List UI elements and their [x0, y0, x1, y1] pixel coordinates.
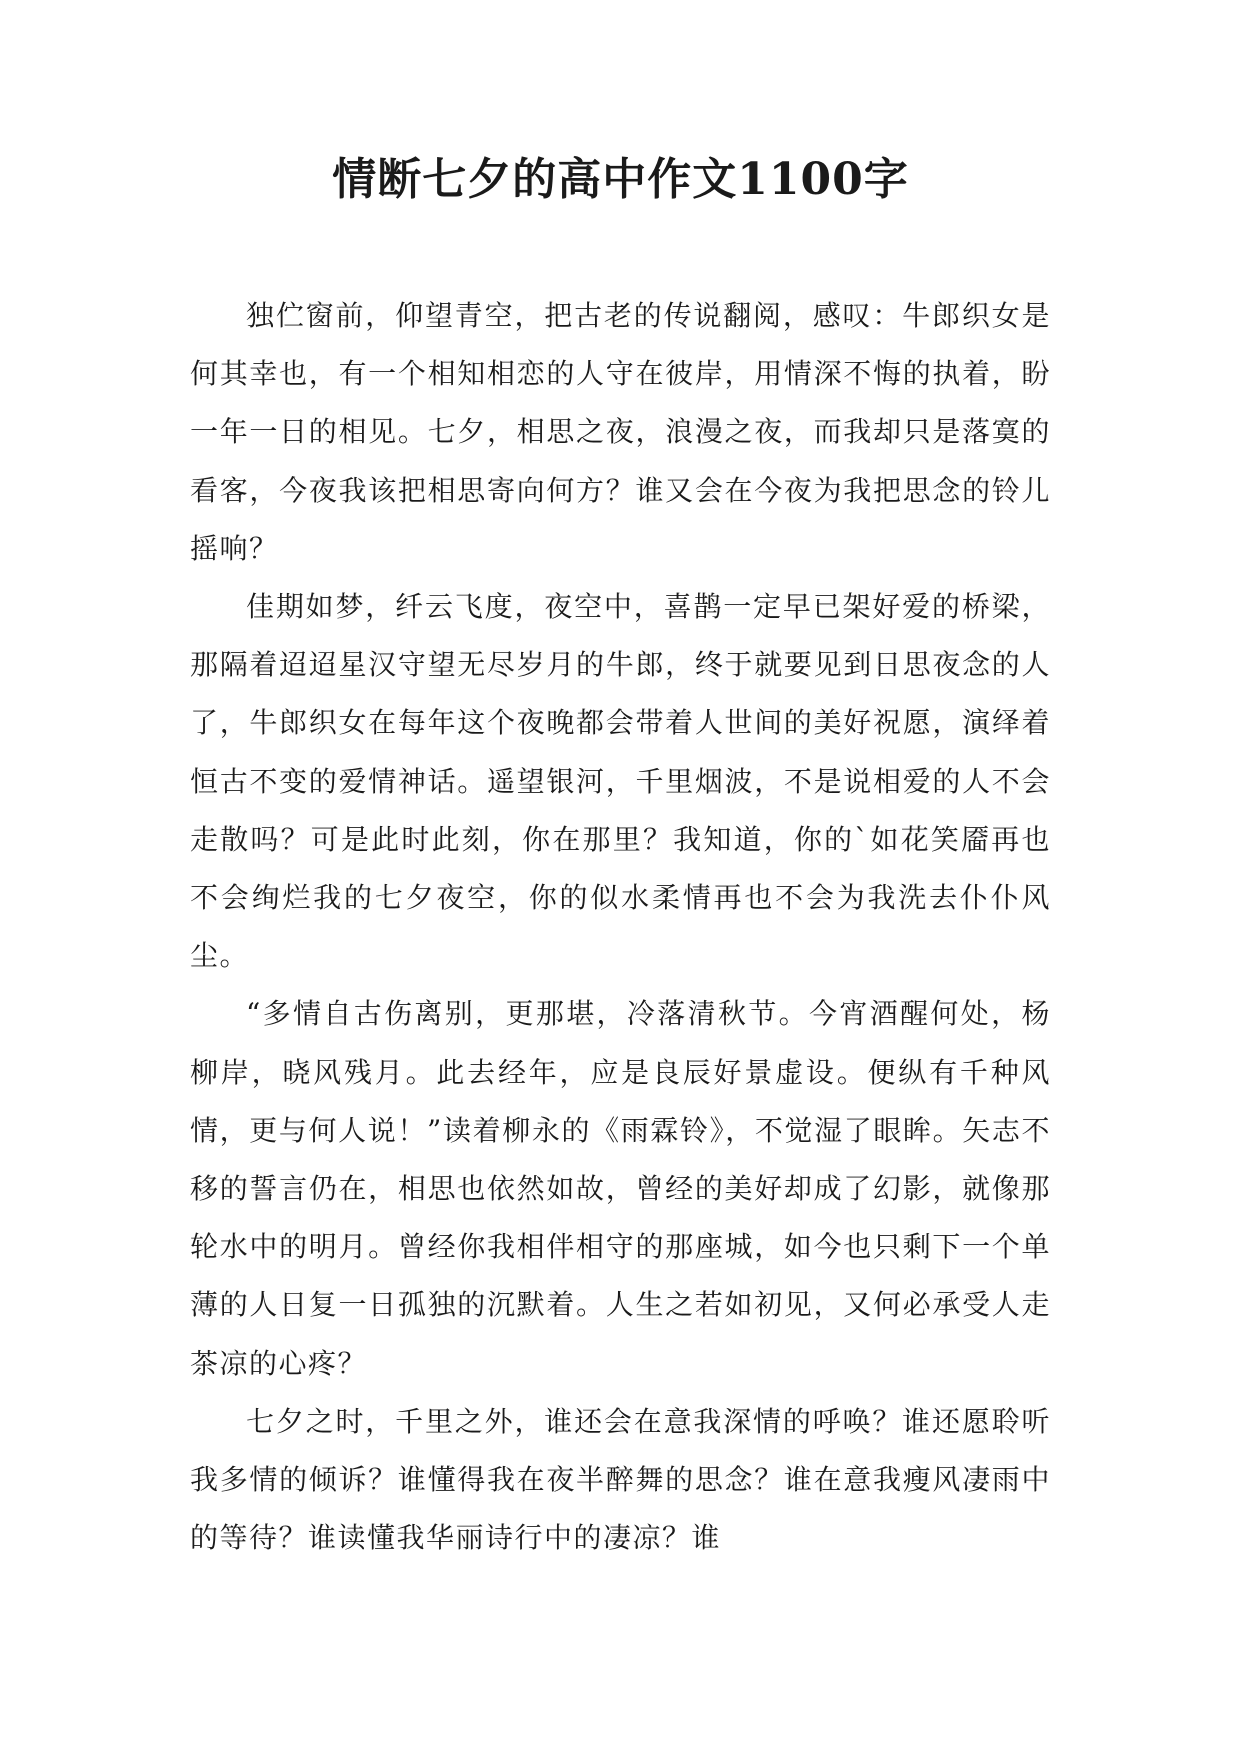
paragraph-3: “多情自古伤离别，更那堪，冷落清秋节。今宵酒醒何处，杨柳岸，晓风残月。此去经年，应是良辰好景虚设。便纵有千种风情，更与何人说！”读着柳永的《雨霖铃》，不觉湿了眼眸。矢志不移的誓言仍在，相思也依然如故，曾经的美好却成了幻影，就像那轮水中的明月。曾经你我相伴相守的那座城，如今也只剩下一个单薄的人日复一日孤独的沉默着。人生之若如初见，又何必承受人走茶凉的心疼？ — [190, 997, 1051, 1380]
paragraph-2: 佳期如梦，纤云飞度，夜空中，喜鹊一定早已架好爱的桥梁，那隔着迢迢星汉守望无尽岁月的牛郎，终于就要见到日思夜念的人了，牛郎织女在每年这个夜晚都会带着人世间的美好祝愿，演绎着恒古不变的爱情神话。遥望银河，千里烟波，不是说相爱的人不会走散吗？可是此时此刻，你在那里？我知道，你的`如花笑靥再也不会绚烂我的七夕夜空，你的似水柔情再也不会为我洗去仆仆风尘。 — [190, 590, 1051, 973]
paragraph-1: 独伫窗前，仰望青空，把古老的传说翻阅，感叹：牛郎织女是何其幸也，有一个相知相恋的人守在彼岸，用情深不悔的执着，盼一年一日的相见。七夕，相思之夜，浪漫之夜，而我却只是落寞的看客，今夜我该把相思寄向何方？谁又会在今夜为我把思念的铃儿摇响？ — [190, 299, 1051, 565]
document-body — [190, 287, 1051, 1567]
paragraph-4: 七夕之时，千里之外，谁还会在意我深情的呼唤？谁还愿聆听我多情的倾诉？谁懂得我在夜半醉舞的思念？谁在意我瘦风凄雨中的等待？谁读懂我华丽诗行中的凄凉？谁 — [190, 1404, 1051, 1555]
document-title: 情断七夕的高中作文1100字 — [332, 154, 909, 205]
